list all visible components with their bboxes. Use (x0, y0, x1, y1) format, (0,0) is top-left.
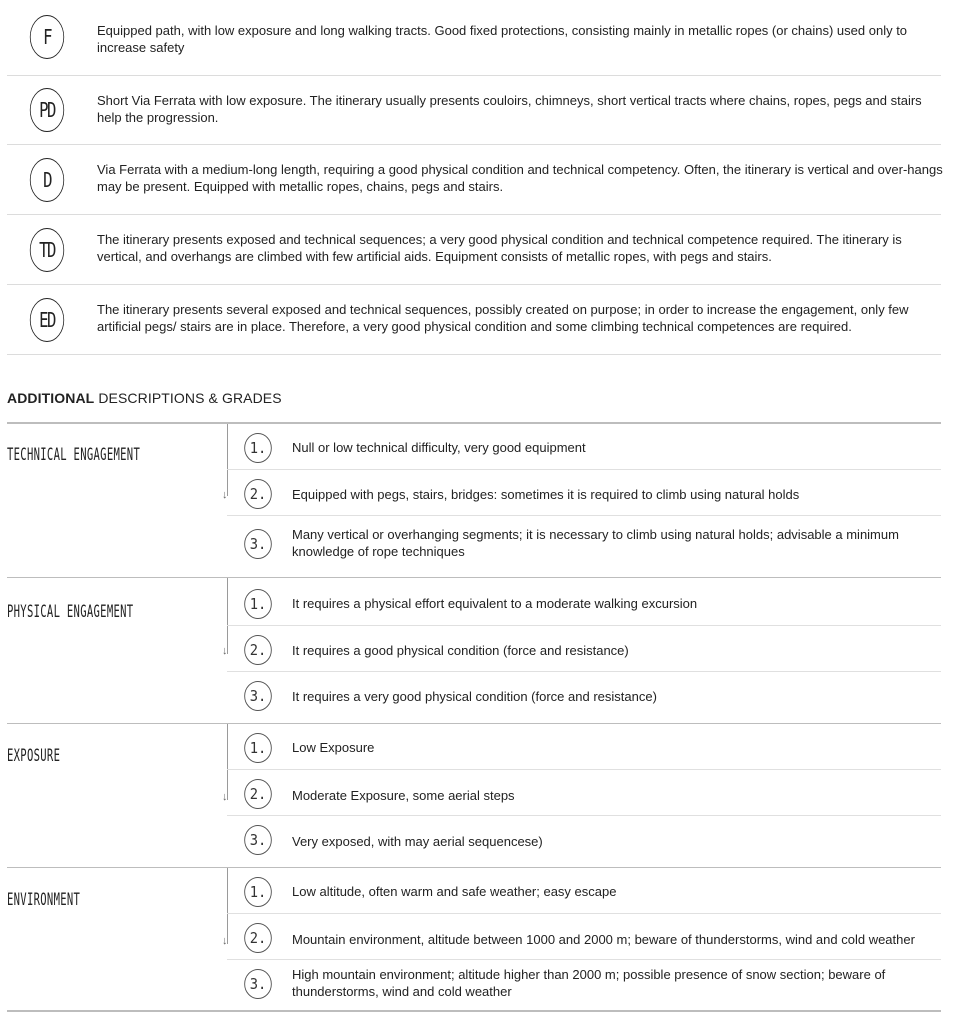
level-number: 3. (244, 825, 272, 855)
level-number: 1. (244, 589, 272, 619)
row-divider (227, 625, 941, 626)
row-divider (227, 469, 941, 470)
level-description: Very exposed, with may aerial sequencese) (292, 834, 543, 849)
section-title-rest: DESCRIPTIONS & GRADES (94, 390, 282, 406)
level-description: Equipped with pegs, stairs, bridges: sometimes it is required to climb using natural holds (292, 487, 800, 502)
arrow-down-icon: ↓ (222, 645, 228, 657)
level-number: 2. (244, 779, 272, 809)
bottom-divider (7, 1010, 941, 1012)
grade-row-d (7, 145, 941, 215)
category-divider (7, 723, 941, 724)
row-divider (227, 815, 941, 816)
grade-row-td (7, 215, 941, 285)
category-timeline (227, 868, 228, 944)
level-description: High mountain environment; altitude higher than 2000 m; possible presence of snow section; beware of thunderstorms, wind and cold weather (292, 967, 886, 999)
level-description: It requires a very good physical condition (force and resistance) (292, 689, 657, 704)
arrow-down-icon: ↓ (222, 791, 228, 803)
level-number: 3. (244, 681, 272, 711)
level-number: 3. (244, 529, 272, 559)
level-description: Low Exposure (292, 740, 375, 755)
row-divider (227, 769, 941, 770)
level-description: Moderate Exposure, some aerial steps (292, 788, 515, 803)
arrow-down-icon: ↓ (222, 935, 228, 947)
grade-description-ed: The itinerary presents several exposed and technical sequences, possibly created on purpose; in order to increase the engagement, only few artificial pegs/ stairs are in place. Therefore, a very good physical condition and some climbing technical competences are required. (97, 302, 909, 334)
arrow-down-icon: ↓ (222, 489, 228, 501)
level-number: 3. (244, 969, 272, 999)
level-description: Mountain environment, altitude between 1000 and 2000 m; beware of thunderstorms, wind and cold weather (292, 932, 915, 947)
level-number: 1. (244, 877, 272, 907)
grade-badge-pd: PD (30, 88, 64, 132)
row-divider (227, 913, 941, 914)
level-description: It requires a physical effort equivalent to a moderate walking excursion (292, 596, 698, 611)
level-description: Null or low technical difficulty, very good equipment (292, 440, 586, 455)
grade-badge-d: D (30, 158, 64, 202)
category-timeline (227, 724, 228, 800)
category-timeline (227, 578, 228, 654)
grade-row-f (7, 0, 941, 76)
level-number: 2. (244, 923, 272, 953)
grade-row-pd (7, 75, 941, 145)
category-timeline (227, 424, 228, 496)
category-label-technical-engagement: TECHNICAL ENGAGEMENT (7, 445, 141, 465)
grade-badge-ed: ED (30, 298, 64, 342)
row-divider (227, 671, 941, 672)
section-title-bold: ADDITIONAL (7, 390, 95, 406)
grade-description-pd: Short Via Ferrata with low exposure. The itinerary usually presents couloirs, chimneys, short vertical tracts where chains, ropes, pegs and stairs help the progression. (97, 93, 922, 125)
level-description: It requires a good physical condition (force and resistance) (292, 643, 629, 658)
section-divider (7, 422, 941, 424)
level-number: 1. (244, 733, 272, 763)
grade-row-ed (7, 285, 941, 355)
category-label-physical-engagement: PHYSICAL ENGAGEMENT (7, 602, 134, 622)
row-divider (227, 959, 941, 960)
level-number: 1. (244, 433, 272, 463)
category-divider (7, 577, 941, 578)
grade-description-d: Via Ferrata with a medium-long length, requiring a good physical condition and technical competency. Often, the itinerary is vertical and over-hangs may be present. Equipped with metallic ropes, chains, pegs and stairs. (97, 162, 943, 194)
category-divider (7, 867, 941, 868)
section-title (7, 390, 282, 406)
grade-description-f: Equipped path, with low exposure and long walking tracts. Good fixed protections, consisting mainly in metallic ropes (or chains) used only to increase safety (97, 23, 908, 55)
row-divider (227, 515, 941, 516)
level-number: 2. (244, 635, 272, 665)
grade-badge-f: F (30, 15, 64, 59)
category-label-environment: ENVIRONMENT (7, 890, 81, 910)
category-label-exposure: EXPOSURE (7, 746, 61, 766)
grade-badge-td: TD (30, 228, 64, 272)
grade-description-td: The itinerary presents exposed and technical sequences; a very good physical condition and technical competence required. The itinerary is vertical, and overhangs are climbed with few artificial aids. Equipment consists of metallic ropes, with pegs and stairs. (97, 232, 902, 264)
level-number: 2. (244, 479, 272, 509)
level-description: Many vertical or overhanging segments; it is necessary to climb using natural holds; advisable a minimum knowledge of rope techniques (292, 527, 899, 559)
level-description: Low altitude, often warm and safe weather; easy escape (292, 884, 617, 899)
